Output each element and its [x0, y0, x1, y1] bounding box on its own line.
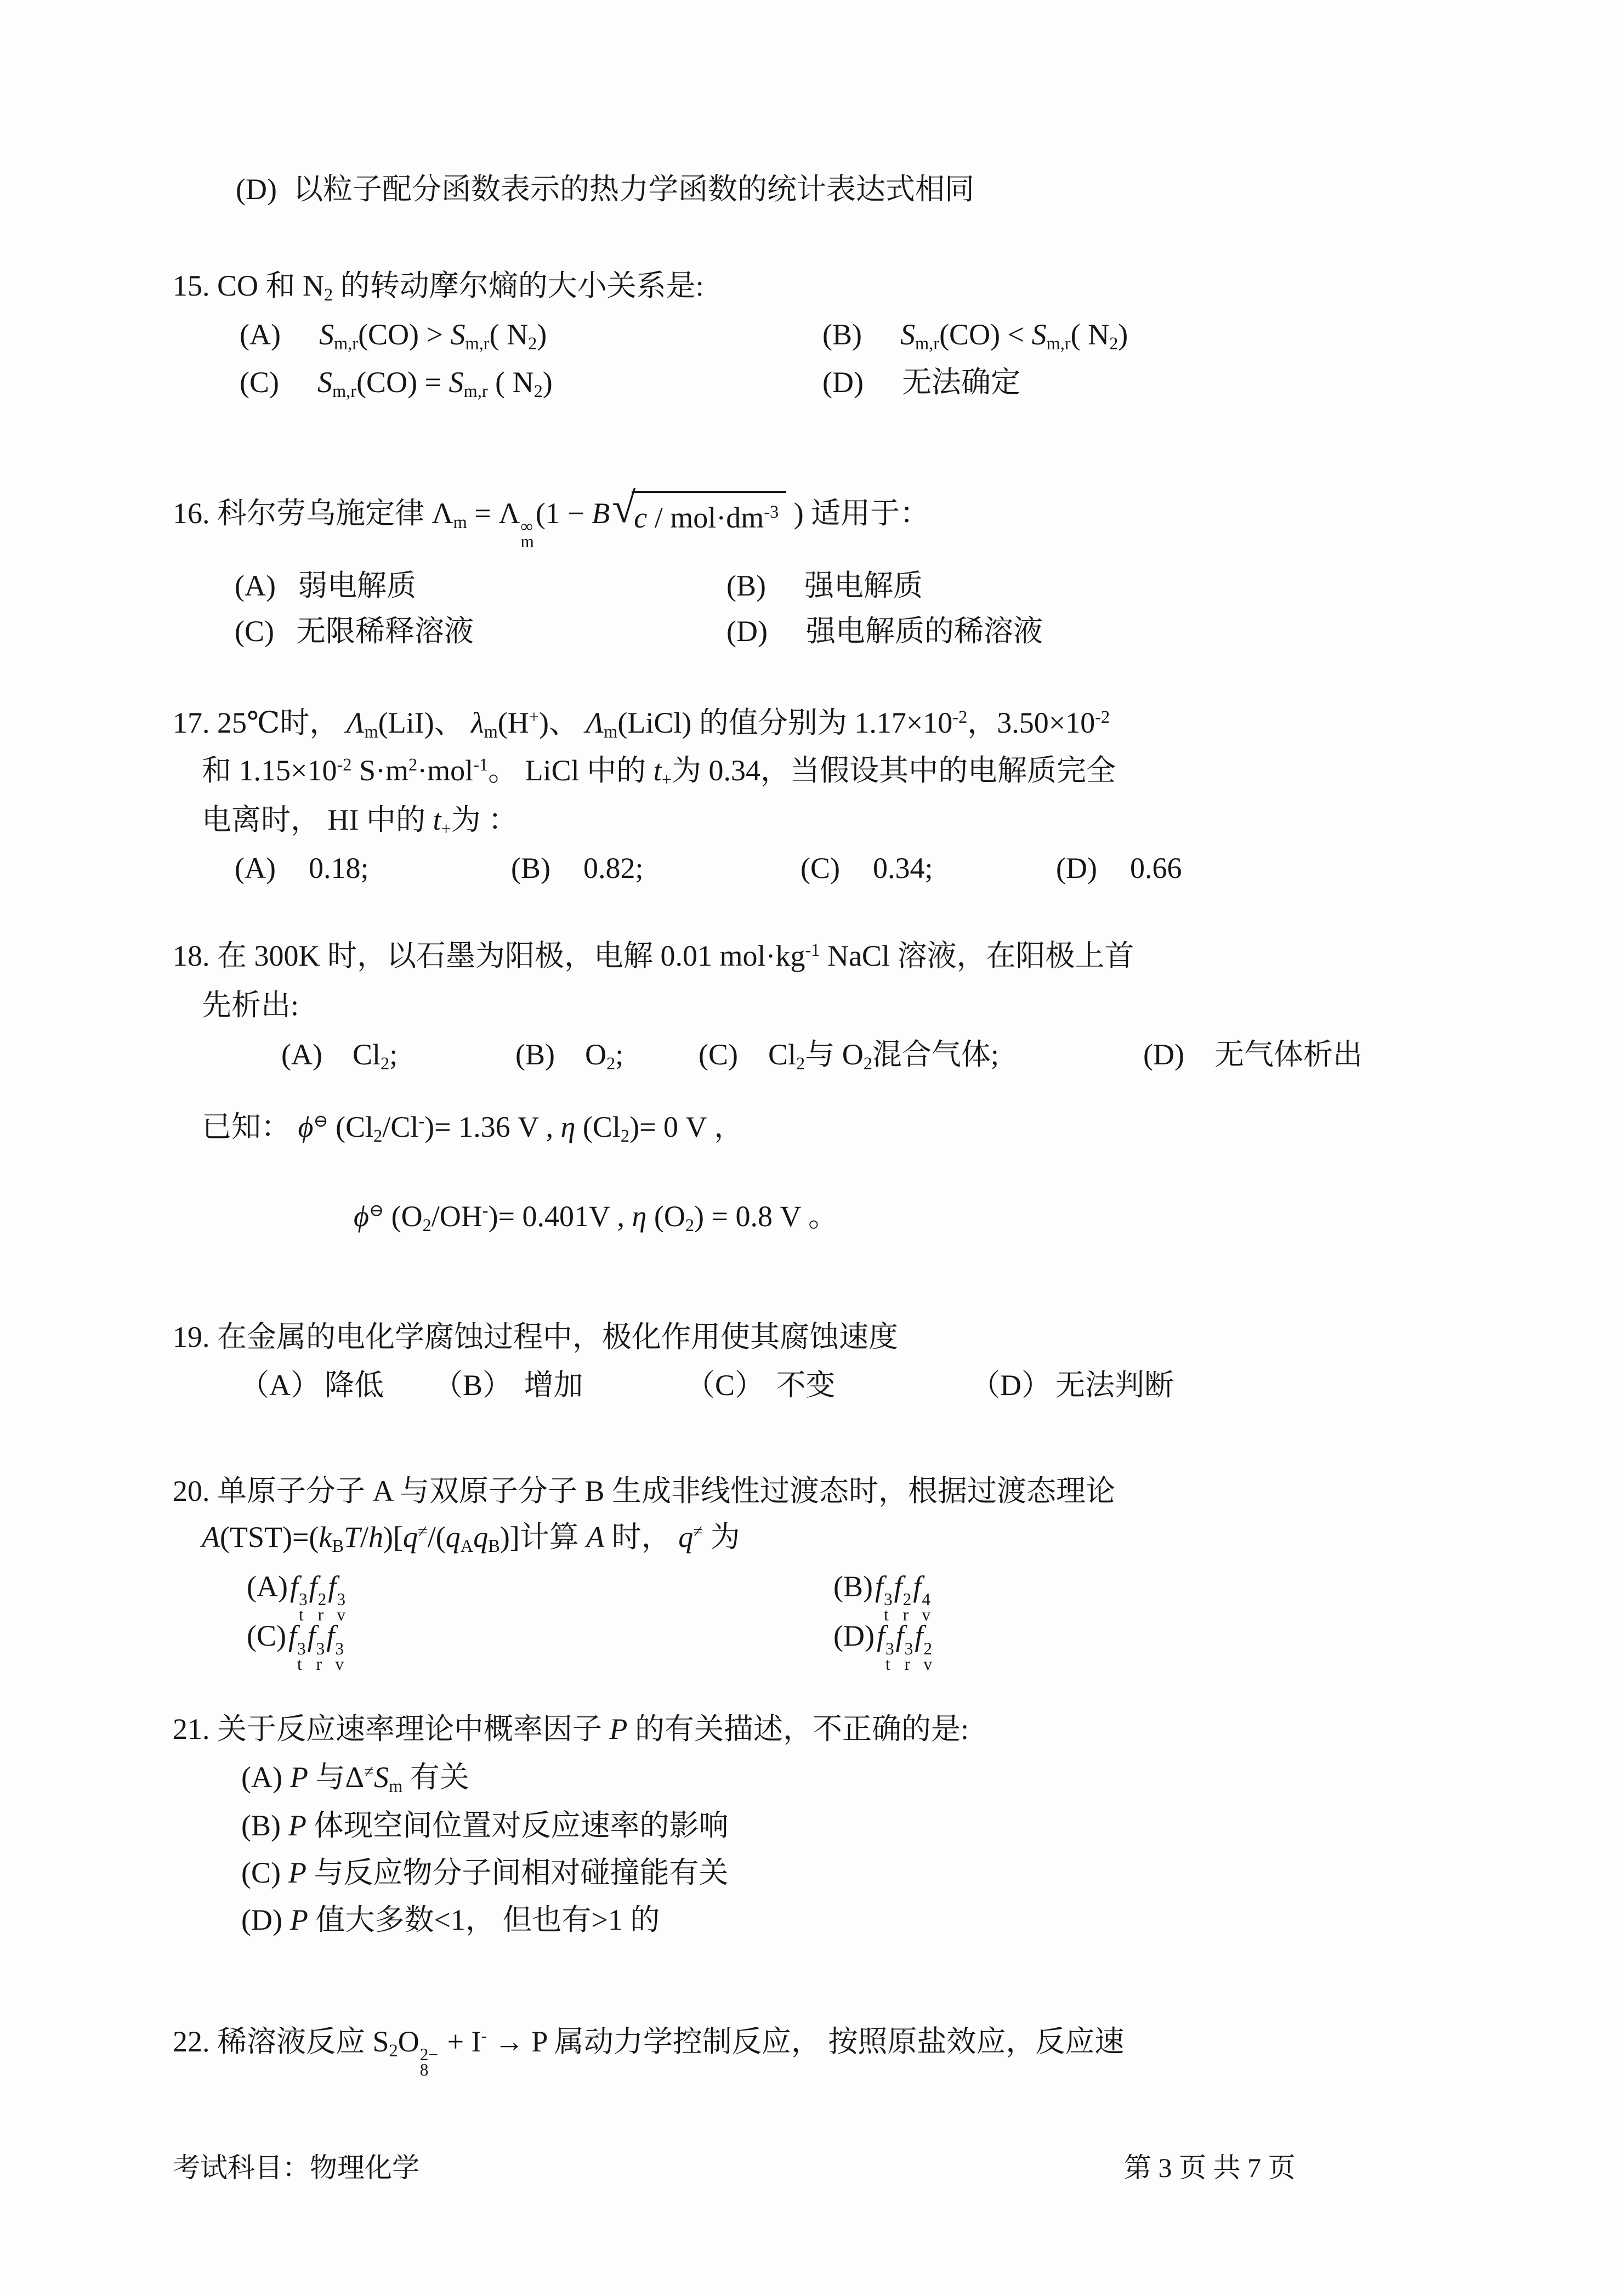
q21-option-d [241, 1902, 660, 1939]
q15-option-c-text: $S_{m,r}(CO) = S_{m,r}$ ( $N_2$) [317, 366, 553, 402]
q15-option-c [240, 364, 553, 401]
q20-option-c [247, 1618, 345, 1673]
q16-option-d [726, 613, 1043, 650]
q17-option-d-text: 0.66 [1129, 852, 1182, 885]
q17-option-a-text: 0.18; [308, 852, 369, 885]
q20-formula: $A(TST)=(k_BT/h)[q^\ne/(q_Aq_B)]$计算 A 时， q≠ 为 [202, 1521, 740, 1557]
q17-option-c-label: (C) [801, 852, 840, 885]
q18-option-c-label: (C) [699, 1038, 738, 1071]
q16-option-a-text: 弱电解质 [297, 569, 416, 602]
q18-option-d [1143, 1036, 1362, 1074]
q17-line-3: 电离时， HI 中的 $t_+$为 ： [202, 803, 518, 840]
q15-option-a-text: $S_{m,r}(CO) > S_{m,r}$( $N_2$) [319, 318, 547, 354]
q19-option-c [685, 1367, 836, 1404]
q20-option-d-label: (D) [833, 1619, 875, 1652]
q18-line-1: 18. 在 300K 时，以石墨为阳极，电解 0.01 $mol\cdot kg^{-1}$ NaCl 溶液，在阳极上首 [173, 939, 1134, 972]
q15-option-b-label: (B) [822, 318, 862, 351]
q15-option-d-label: (D) [822, 366, 864, 399]
q19-option-c-text: 不变 [769, 1369, 836, 1402]
q17-option-b [511, 850, 644, 887]
q15-option-c-label: (C) [240, 366, 279, 399]
q21-option-b-label: (B) [241, 1809, 281, 1842]
q18-given-2: ϕ⊖ $(O_2/OH^-)= 0.401V$ , η $(O_2) = 0.8$ V 。 [354, 1200, 838, 1236]
q14-option-d-label: (D) [236, 173, 277, 206]
q21-option-b [241, 1807, 728, 1845]
q21-option-c [241, 1855, 728, 1892]
q16-option-c-text: 无限稀释溶液 [296, 615, 474, 648]
q20-option-c-label: (C) [247, 1619, 286, 1652]
q18-given-1: 已知： ϕ⊖ $(Cl_2/Cl^-)= 1.36$ V , η $(Cl_2)= 0$ V ， [202, 1110, 744, 1147]
q21-option-d-label: (D) [241, 1903, 282, 1936]
q19-option-a-label: （A） [240, 1369, 320, 1402]
q21-stem: 21. 关于反应速率理论中概率因子 P 的有关描述，不正确的是: [173, 1713, 969, 1745]
q15-option-d [822, 364, 1020, 401]
q18-option-b [515, 1036, 623, 1074]
q15-stem: 15. CO 和 $N_2$ 的转动摩尔熵的大小关系是: [173, 269, 704, 305]
q21-option-b-text: P 体现空间位置对反应速率的影响 [288, 1809, 729, 1842]
q19-stem: 19. 在金属的电化学腐蚀过程中，极化作用使其腐蚀速度 [173, 1320, 898, 1353]
q14-option-d-text: 以粒子配分函数表示的热力学函数的统计表达式相同 [293, 173, 974, 206]
q16-option-c-label: (C) [235, 615, 274, 648]
q19-option-a [240, 1367, 384, 1404]
q22-stem: 22. 稀溶液反应 $S_2O$ 2− 8 + I- → P 属动力学控制反应， 按照原盐效应，反应速 [173, 2025, 1125, 2080]
q15-option-a [240, 316, 547, 354]
q17-option-a [235, 850, 368, 887]
q16-option-c [235, 613, 474, 650]
q17-option-b-label: (B) [511, 852, 550, 885]
q18-option-c-text: $Cl_2$与 $O_2$混合气体; [768, 1038, 999, 1074]
q17-line-2: 和 $1.15\times 10^{-2}$ $S\cdot m^2\cdot mol^{-1}$。 LiCl 中的 $t_+$为 0.34，当假设其中的电解质完全 [202, 754, 1116, 790]
q16-option-a [235, 568, 416, 605]
q19-option-b-label: （B） [433, 1369, 513, 1402]
q21-option-d-text: P 值大多数<1， 但也有>1 的 [289, 1903, 660, 1936]
q17-line-1: 17. 25℃时， $\Lambda_m(LiI)$、 $\lambda_m(H^+)$、 $\Lambda_m(LiCl)$ 的值分别为 $1.17\times 10^{-2}$，$3.50\times 10^{-2}$ [173, 706, 1110, 742]
q18-line-2: 先析出: [202, 989, 299, 1022]
q15-option-b [822, 316, 1128, 354]
q18-option-a-text: $Cl_2$; [352, 1038, 398, 1074]
q17-option-c [801, 850, 933, 887]
q15-option-a-label: (A) [240, 318, 281, 351]
q20-option-b-text: f 3 t f 2 r f 4 v [875, 1570, 930, 1625]
q15-option-d-text: 无法确定 [901, 366, 1020, 399]
q18-option-d-label: (D) [1143, 1038, 1184, 1071]
q20-option-b [833, 1568, 932, 1623]
q18-option-a [281, 1036, 398, 1074]
q17-option-b-text: 0.82; [583, 852, 644, 885]
q16-option-b-label: (B) [726, 569, 766, 602]
q17-option-d [1056, 850, 1182, 887]
q20-option-d-text: f 3 t f 3 r f 2 v [876, 1619, 932, 1674]
q18-option-c [699, 1036, 999, 1074]
q20-option-a [247, 1568, 347, 1623]
q16-option-d-text: 强电解质的稀溶液 [805, 615, 1043, 648]
q16-option-a-label: (A) [235, 569, 276, 602]
footer-page-number: 第 3 页 共 7 页 [1124, 2152, 1296, 2183]
q18-option-b-text: $O_2$; [584, 1038, 624, 1074]
q20-option-d [833, 1618, 934, 1673]
q20-option-b-label: (B) [833, 1570, 873, 1603]
q17-option-c-text: 0.34; [872, 852, 933, 885]
q17-option-d-label: (D) [1056, 852, 1097, 885]
q21-option-a [241, 1759, 469, 1796]
q15-option-b-text: $S_{m,r}(CO) < S_{m,r}$( $N_2$) [900, 318, 1128, 354]
q17-option-a-label: (A) [235, 852, 276, 885]
q21-option-c-text: P 与反应物分子间相对碰撞能有关 [288, 1856, 729, 1889]
q20-option-a-label: (A) [247, 1570, 288, 1603]
q19-option-b [433, 1367, 583, 1404]
q21-option-c-label: (C) [241, 1856, 281, 1889]
q20-option-a-text: f 3 t f 2 r f 3 v [289, 1570, 345, 1625]
q19-option-a-text: 降低 [325, 1369, 384, 1402]
footer-subject: 考试科目：物理化学 [173, 2152, 419, 2183]
q20-line-1: 20. 单原子分子 A 与双原子分子 B 生成非线性过渡态时，根据过渡态理论 [173, 1475, 1116, 1507]
q21-option-a-label: (A) [241, 1761, 282, 1794]
q18-option-b-label: (B) [515, 1038, 555, 1071]
q16-option-b-text: 强电解质 [804, 569, 923, 602]
q19-option-d-text: 无法判断 [1055, 1369, 1174, 1402]
q19-option-d [970, 1367, 1174, 1404]
q18-option-a-label: (A) [281, 1038, 322, 1071]
q20-option-c-text: f 3 t f 3 r f 3 v [288, 1619, 344, 1674]
q21-option-a-text: P 与$\Delta^\ne S_m$ 有关 [289, 1761, 469, 1797]
q16-option-d-label: (D) [726, 615, 768, 648]
q16-option-b [726, 568, 923, 605]
q14-option-d [236, 171, 974, 208]
q19-option-d-label: （D） [970, 1369, 1051, 1402]
q19-option-c-label: （C） [685, 1369, 765, 1402]
q16-stem: 16. 科尔劳乌施定律 $\Lambda_m = \Lambda$ ∞ m (1 − B √ $c / mol\cdot dm^{-3}$ ) 适用于： [173, 484, 930, 552]
q19-option-b-text: 增加 [516, 1369, 583, 1402]
q18-option-d-text: 无气体析出 [1214, 1038, 1362, 1071]
